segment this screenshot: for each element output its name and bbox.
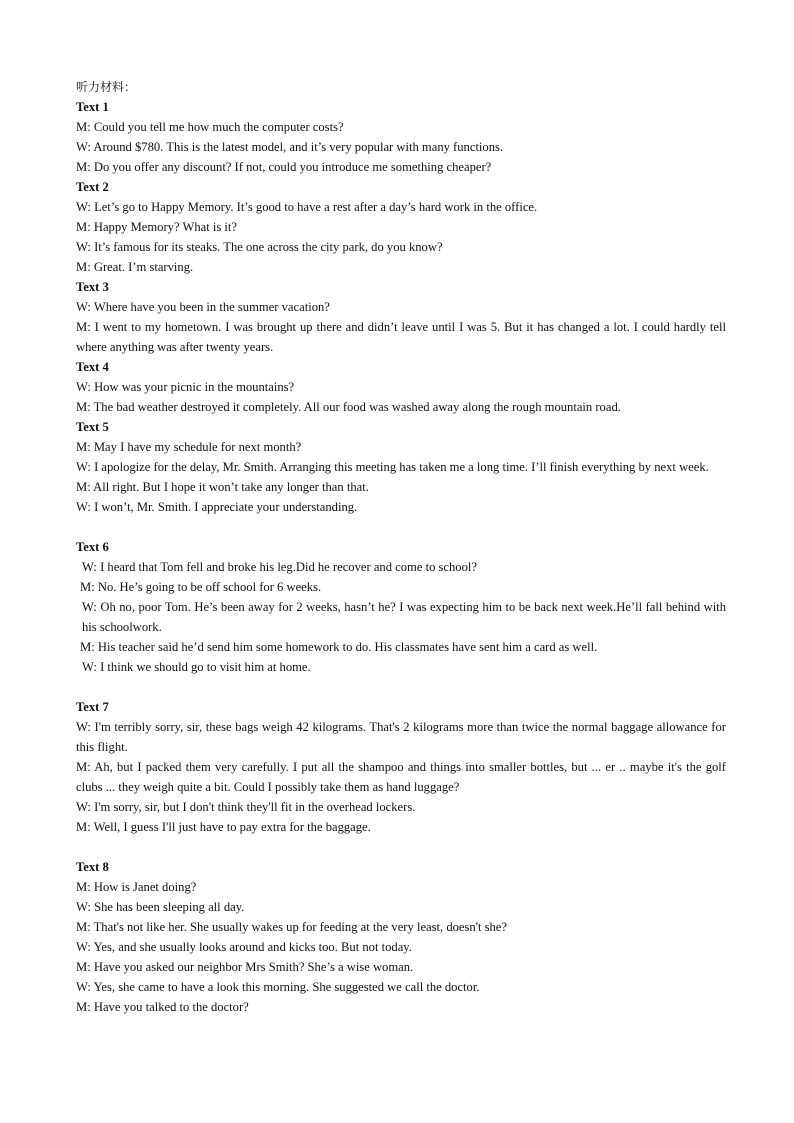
listening-material-document — [76, 77, 726, 1017]
dialogue-line: W: Around $780. This is the latest model, and it’s very popular with many functions. — [76, 140, 504, 154]
dialogue-line: M: That's not like her. She usually wakes up for feeding at the very least, doesn't she? — [76, 920, 507, 934]
dialogue-line: W: Where have you been in the summer vacation? — [76, 300, 330, 314]
text-8-heading: Text 8 — [76, 860, 109, 874]
dialogue-line: W: She has been sleeping all day. — [76, 900, 245, 914]
text-3-heading: Text 3 — [76, 280, 109, 294]
text-2-heading: Text 2 — [76, 180, 109, 194]
dialogue-line: W: Let’s go to Happy Memory. It’s good to have a rest after a day’s hard work in the office. — [76, 200, 538, 214]
dialogue-line: M: Ah, but I packed them very carefully. I put all the shampoo and things into smaller bottles, but ... er .. maybe it's the golf clubs ... they weigh quite a bit. Could I possibly take them as hand luggage? — [76, 760, 726, 794]
spacer — [76, 677, 726, 697]
dialogue-line: W: It’s famous for its steaks. The one across the city park, do you know? — [76, 240, 443, 254]
dialogue-line: W: I apologize for the delay, Mr. Smith. Arranging this meeting has taken me a long time. I’ll finish everything by next week. — [76, 460, 709, 474]
dialogue-line: M: May I have my schedule for next month? — [76, 440, 302, 454]
dialogue-line: W: How was your picnic in the mountains? — [76, 380, 295, 394]
dialogue-line: M: Happy Memory? What is it? — [76, 220, 238, 234]
dialogue-line: W: I won’t, Mr. Smith. I appreciate your understanding. — [76, 500, 358, 514]
dialogue-line: W: I'm sorry, sir, but I don't think they'll fit in the overhead lockers. — [76, 800, 416, 814]
dialogue-line: M: Well, I guess I'll just have to pay extra for the baggage. — [76, 820, 371, 834]
spacer — [76, 837, 726, 857]
dialogue-line: M: Could you tell me how much the computer costs? — [76, 120, 344, 134]
text-6-heading: Text 6 — [76, 540, 109, 554]
dialogue-line: W: I heard that Tom fell and broke his leg.Did he recover and come to school? — [82, 560, 477, 574]
dialogue-line: W: Yes, she came to have a look this morning. She suggested we call the doctor. — [76, 980, 480, 994]
dialogue-line: W: Yes, and she usually looks around and kicks too. But not today. — [76, 940, 412, 954]
dialogue-line: M: Have you talked to the doctor? — [76, 1000, 249, 1014]
dialogue-line: W: I'm terribly sorry, sir, these bags weigh 42 kilograms. That's 2 kilograms more than twice the normal baggage allowance for this flight. — [76, 720, 726, 754]
dialogue-line: M: I went to my hometown. I was brought up there and didn’t leave until I was 5. But it has changed a lot. I could hardly tell where anything was after twenty years. — [76, 320, 726, 354]
dialogue-line: M: No. He’s going to be off school for 6 weeks. — [80, 580, 322, 594]
dialogue-line: M: Great. I’m starving. — [76, 260, 194, 274]
dialogue-line: M: The bad weather destroyed it completely. All our food was washed away along the rough mountain road. — [76, 400, 621, 414]
dialogue-line: W: I think we should go to visit him at home. — [82, 660, 311, 674]
text-4-heading: Text 4 — [76, 360, 109, 374]
spacer — [76, 517, 726, 537]
dialogue-line: M: How is Janet doing? — [76, 880, 197, 894]
dialogue-line: M: His teacher said he’d send him some homework to do. His classmates have sent him a card as well. — [80, 640, 598, 654]
dialogue-line: M: Do you offer any discount? If not, could you introduce me something cheaper? — [76, 160, 492, 174]
dialogue-line: W: Oh no, poor Tom. He’s been away for 2 weeks, hasn’t he? I was expecting him to be back next week.He’ll fall behind with his schoolwork. — [82, 600, 726, 634]
text-5-heading: Text 5 — [76, 420, 109, 434]
document-title: 听力材料： — [76, 80, 137, 94]
text-7-heading: Text 7 — [76, 700, 109, 714]
dialogue-line: M: All right. But I hope it won’t take any longer than that. — [76, 480, 369, 494]
text-1-heading: Text 1 — [76, 100, 109, 114]
dialogue-line: M: Have you asked our neighbor Mrs Smith? She’s a wise woman. — [76, 960, 414, 974]
